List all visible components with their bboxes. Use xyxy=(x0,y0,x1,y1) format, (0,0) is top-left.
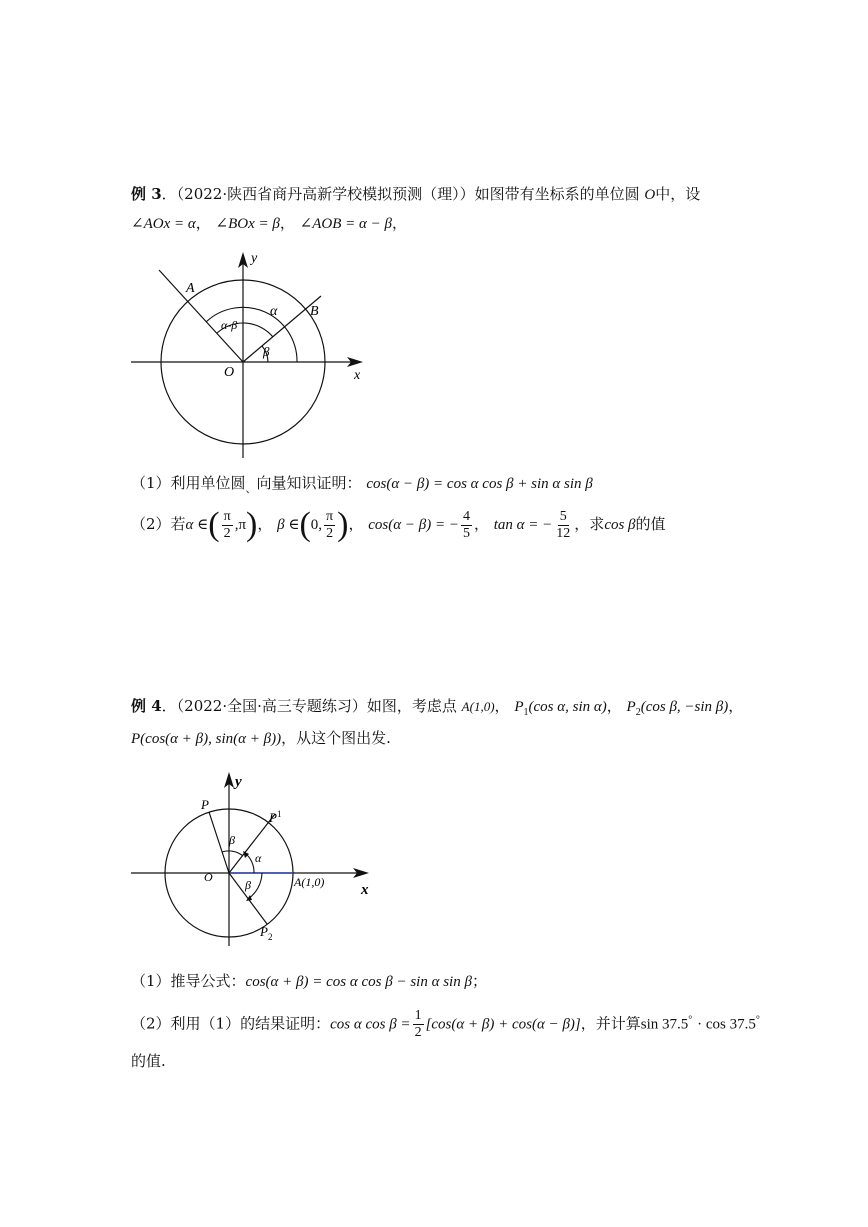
sep: ， xyxy=(257,515,273,533)
frac-1-2 xyxy=(413,1008,424,1041)
num: π xyxy=(326,508,334,524)
frac-pi-2 xyxy=(222,509,233,542)
ex3-q1-formula: cos(α − β) = cos α cos β + sin α sin β xyxy=(366,476,593,492)
ex4-p: P(cos(α + β), sin(α + β)) xyxy=(131,731,282,747)
ex3-label: 例 3 xyxy=(131,185,162,203)
ex4-q1-end: ； xyxy=(471,972,487,990)
deg: ° xyxy=(755,1014,760,1026)
ex4-ray-P xyxy=(209,812,229,873)
P2-letter: P xyxy=(260,924,268,939)
ex4-label-O: O xyxy=(204,870,213,884)
ex4-p2-coord: (cos β, −sin β) xyxy=(640,699,729,715)
ex3-q2-ask: ，求 xyxy=(574,515,605,533)
ex3-q2-alpha-in: α ∈ xyxy=(185,517,209,533)
ex3-line1 xyxy=(131,183,700,206)
ex4-p1: P xyxy=(514,699,524,715)
ex4-label-A: A(1,0) xyxy=(294,875,325,889)
frac-5-12 xyxy=(554,509,572,542)
P1-letter: P xyxy=(269,810,277,825)
ex4-p1-coord: (cos α, sin α) xyxy=(528,699,607,715)
ex3-arc-alpha xyxy=(206,307,297,362)
frac-4-5 xyxy=(461,509,472,542)
ex3-q1 xyxy=(131,472,593,500)
ex3-O: O xyxy=(644,187,656,203)
ex3-ray-A xyxy=(159,270,243,362)
ex3-q2-label: （2）若 xyxy=(131,515,186,533)
ex3-cond2: ∠BOx = β xyxy=(215,216,280,232)
num: 5 xyxy=(559,508,567,524)
ex3-label-B: B xyxy=(310,304,319,319)
den: 2 xyxy=(414,1025,422,1040)
ex3-label-y: y xyxy=(251,251,258,266)
ex4-q2-mid: ，并计算 xyxy=(580,1014,641,1033)
deg: ° xyxy=(688,1014,693,1026)
den: 2 xyxy=(223,525,231,541)
ex3-q2 xyxy=(131,508,666,542)
ex4-q2-rhs: [cos(α + β) + cos(α − β)] xyxy=(425,1016,581,1033)
sep: ， xyxy=(391,214,407,232)
ex4-line2 xyxy=(131,727,391,750)
ex3-after-O: 中，设 xyxy=(655,185,701,203)
ex4-q1-label: （1）推导公式： xyxy=(131,972,246,990)
sep: ， xyxy=(473,515,489,533)
P2-sub: 2 xyxy=(267,932,273,942)
ex4-ptA: A(1,0) xyxy=(461,699,495,714)
ex4-q2-end: 的值. xyxy=(131,1052,166,1070)
left-paren: ( xyxy=(299,506,311,543)
sep: ， xyxy=(279,214,295,232)
ex3-q2-cosb: cos β xyxy=(604,517,636,533)
pi-end: ,π xyxy=(234,517,247,533)
ex3-label-amb: α-β xyxy=(221,318,238,332)
ex4-label-beta1: β xyxy=(229,833,235,847)
ex4-q2-cont xyxy=(131,1050,166,1072)
ex3-cond1: ∠AOx = α xyxy=(131,216,196,232)
ex3-label-beta: β xyxy=(263,344,270,359)
ex4-label-alpha: α xyxy=(255,851,262,865)
ex3-q2-tan: tan α = − xyxy=(493,517,553,533)
den: 12 xyxy=(556,525,571,541)
right-paren: ) xyxy=(337,506,349,543)
ex4-q2 xyxy=(131,1008,760,1041)
right-paren: ) xyxy=(246,506,258,543)
ex3-q2-beta-in: β ∈ xyxy=(277,517,300,533)
ex4-label-y: y xyxy=(235,774,242,790)
sep: ， xyxy=(728,697,744,715)
ex4-label-P1 xyxy=(268,809,281,825)
ex4-label-x: x xyxy=(361,882,369,898)
ex4-p2: P xyxy=(626,699,636,715)
left-paren: ( xyxy=(208,506,220,543)
ex3-label-A: A xyxy=(186,281,195,296)
ex3-q1-text: 向量知识证明： xyxy=(256,474,362,492)
ex4-tail: ，从这个图出发. xyxy=(281,729,391,747)
num: π xyxy=(223,508,231,524)
ex3-line2 xyxy=(131,212,407,235)
ex3-cond3: ∠AOB = α − β xyxy=(299,216,392,232)
ex4-q1 xyxy=(131,970,487,993)
ex3-unit-circle-figure xyxy=(125,248,375,463)
ex4-label-P: P xyxy=(201,797,209,812)
num: 1 xyxy=(414,1008,422,1023)
sep: ， xyxy=(494,697,510,715)
ex3-source: ．（2022·陕西省商丹高新学校模拟预测（理））如图带有坐标系的单位圆 xyxy=(161,185,640,203)
ex4-label-beta2: β xyxy=(245,878,251,892)
zero: 0, xyxy=(310,517,323,533)
sep: ， xyxy=(606,697,622,715)
num: 4 xyxy=(462,508,470,524)
ex4-unit-circle-figure xyxy=(125,768,380,948)
ex3-q2-cos: cos(α − β) = − xyxy=(368,517,459,533)
sep: ， xyxy=(195,214,211,232)
ex4-p1-sub: 1 xyxy=(523,707,529,718)
ex4-p2-sub: 2 xyxy=(635,707,641,718)
ex4-q2-calc2: · cos 37.5 xyxy=(697,1016,756,1033)
ex3-q2-end: 的值 xyxy=(635,515,666,533)
ex4-label: 例 4 xyxy=(131,697,162,715)
ex4-q2-label: （2）利用（1）的结果证明： xyxy=(131,1014,331,1033)
ex3-label-alpha: α xyxy=(270,304,278,319)
ex4-q2-lhs: cos α cos β = xyxy=(330,1016,411,1033)
ex4-q2-calc1: sin 37.5 xyxy=(640,1016,689,1033)
ex4-arc-beta-upper xyxy=(222,851,243,856)
ex3-label-O: O xyxy=(224,365,235,380)
ex3-q1-label: （1）利用单位圆 xyxy=(131,474,246,492)
ex4-label-P2 xyxy=(259,924,272,942)
den: 5 xyxy=(462,525,470,541)
ex4-line1 xyxy=(131,695,743,724)
ex4-source: ．（2022·全国·高三专题练习）如图，考虑点 xyxy=(161,697,457,715)
frac-pi-2b xyxy=(324,509,335,542)
ex3-label-x: x xyxy=(354,368,361,383)
sep: ， xyxy=(348,515,364,533)
den: 2 xyxy=(326,525,334,541)
ex3-q1-mark: 、 xyxy=(245,482,257,495)
P1-sub: 1 xyxy=(276,809,282,819)
ex4-q1-formula: cos(α + β) = cos α cos β − sin α sin β xyxy=(245,974,472,990)
